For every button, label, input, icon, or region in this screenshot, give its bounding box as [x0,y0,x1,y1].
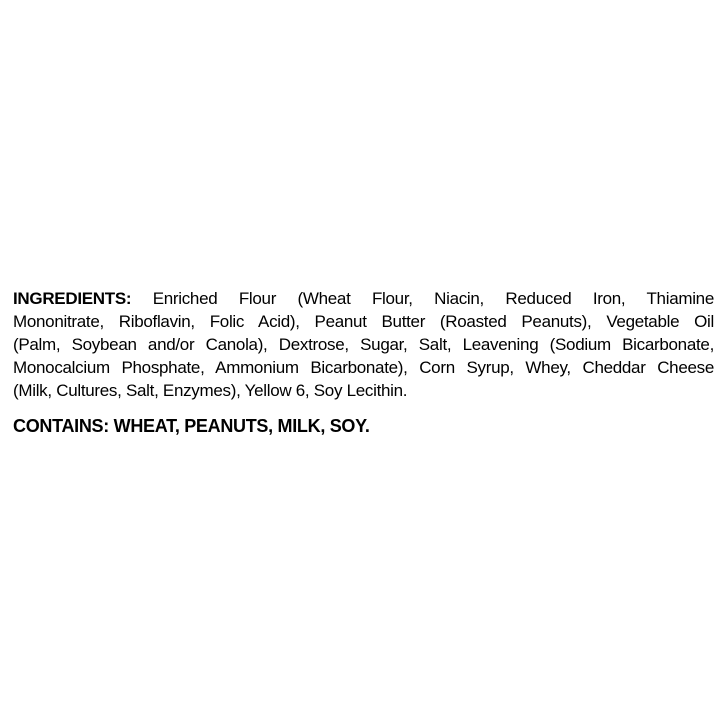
ingredients-line-1 [13,287,714,310]
ingredients-line-5: (Milk, Cultures, Salt, Enzymes), Yellow 6, Soy Lecithin. [13,381,408,400]
ingredients-label-block [13,287,714,438]
contains-statement: CONTAINS: WHEAT, PEANUTS, MILK, SOY. [13,416,370,436]
ingredients-line-2: Mononitrate, Riboflavin, Folic Acid), Peanut Butter (Roasted Peanuts), Vegetable Oil [13,312,714,331]
ingredients-paragraph [13,287,714,402]
ingredients-line-1-text: Enriched Flour (Wheat Flour, Niacin, Reduced Iron, Thiamine [152,289,714,308]
ingredients-line-3: (Palm, Soybean and/or Canola), Dextrose, Sugar, Salt, Leavening (Sodium Bicarbonate, [13,335,714,354]
ingredients-line-4: Monocalcium Phosphate, Ammonium Bicarbonate), Corn Syrup, Whey, Cheddar Cheese [13,358,714,377]
ingredients-heading: INGREDIENTS: [13,289,132,308]
